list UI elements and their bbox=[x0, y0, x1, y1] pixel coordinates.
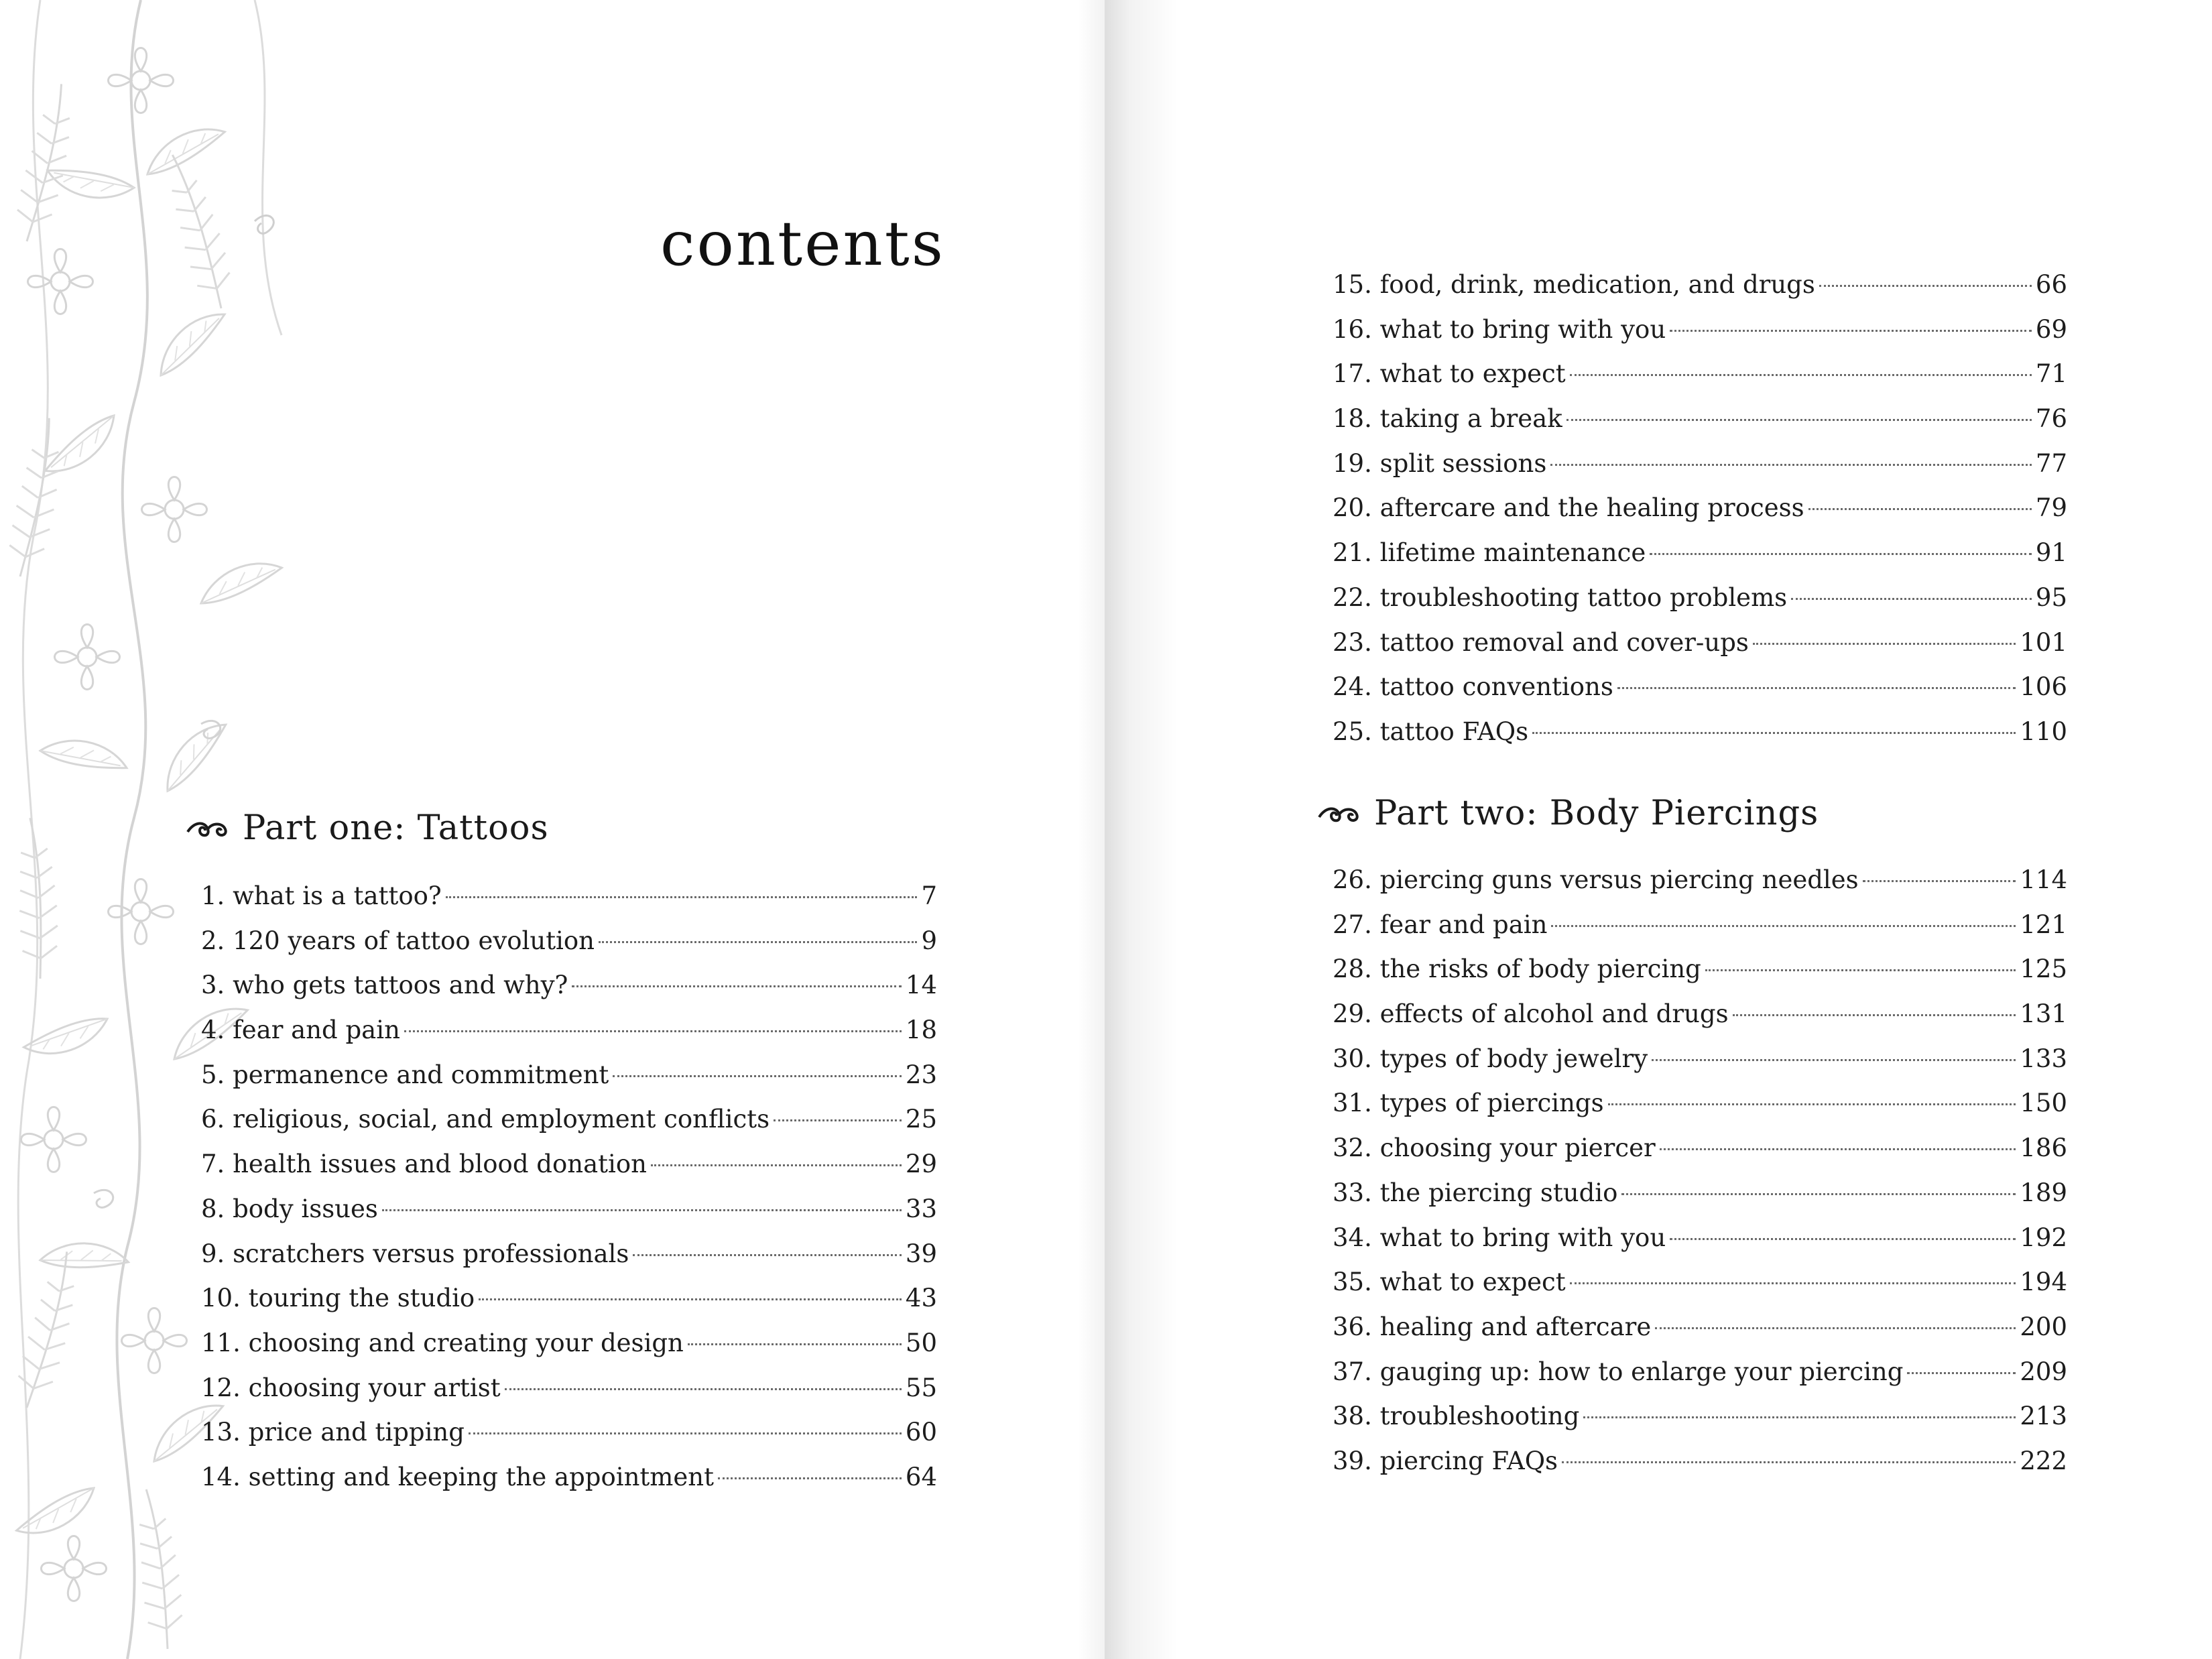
toc-entry-title: 1. what is a tattoo? bbox=[201, 881, 442, 910]
toc-entry[interactable] bbox=[1333, 621, 2067, 666]
toc-entry-page: 95 bbox=[2035, 582, 2067, 612]
toc-entry[interactable] bbox=[201, 1455, 937, 1500]
toc-entry[interactable] bbox=[1333, 308, 2067, 353]
gutter-shadow bbox=[1105, 0, 1178, 1659]
toc-entry-title: 22. troubleshooting tattoo problems bbox=[1333, 582, 1788, 612]
dot-leader bbox=[382, 1209, 902, 1211]
toc-entry[interactable] bbox=[1333, 1037, 2067, 1082]
dot-leader bbox=[1562, 1461, 2016, 1463]
toc-entry-page: 192 bbox=[2020, 1223, 2067, 1252]
toc-entry-page: 76 bbox=[2035, 404, 2067, 434]
toc-entry-page: 39 bbox=[905, 1239, 937, 1268]
dot-leader bbox=[688, 1343, 902, 1345]
toc-entry-page: 50 bbox=[905, 1328, 937, 1357]
toc-entry-page: 110 bbox=[2020, 717, 2067, 746]
toc-entry-page: 18 bbox=[905, 1016, 937, 1045]
toc-entry[interactable] bbox=[1333, 1394, 2067, 1439]
toc-entry[interactable] bbox=[1333, 576, 2067, 621]
dot-leader bbox=[1570, 374, 2032, 376]
dot-leader bbox=[718, 1477, 902, 1479]
toc-entry-page: 91 bbox=[2035, 538, 2067, 568]
toc-entry-title: 12. choosing your artist bbox=[201, 1373, 501, 1402]
toc-entry-page: 121 bbox=[2020, 910, 2067, 939]
toc-entry-title: 9. scratchers versus professionals bbox=[201, 1239, 629, 1268]
toc-entry-title: 34. what to bring with you bbox=[1333, 1223, 1666, 1252]
toc-entry[interactable] bbox=[201, 1008, 937, 1053]
toc-entry-title: 8. body issues bbox=[201, 1194, 378, 1223]
toc-entry-title: 3. who gets tattoos and why? bbox=[201, 971, 568, 1000]
toc-entry-page: 194 bbox=[2020, 1268, 2067, 1297]
dot-leader bbox=[1863, 880, 2016, 882]
toc-entry-title: 21. lifetime maintenance bbox=[1333, 538, 1646, 568]
toc-list-part-one-continued bbox=[1333, 263, 2067, 755]
toc-entry[interactable] bbox=[1333, 710, 2067, 755]
page-title: contents bbox=[660, 208, 945, 280]
toc-entry[interactable] bbox=[201, 1410, 937, 1455]
toc-entry[interactable] bbox=[1333, 352, 2067, 397]
dot-leader bbox=[1570, 1282, 2016, 1284]
toc-entry[interactable] bbox=[1333, 531, 2067, 576]
toc-entry-page: 7 bbox=[921, 881, 937, 910]
dot-leader bbox=[1566, 419, 2032, 421]
toc-entry-title: 27. fear and pain bbox=[1333, 910, 1548, 939]
toc-entry-title: 14. setting and keeping the appointment bbox=[201, 1462, 714, 1491]
dot-leader bbox=[774, 1119, 902, 1121]
part-one-heading bbox=[185, 808, 549, 848]
toc-entry[interactable] bbox=[1333, 486, 2067, 531]
toc-entry-page: 106 bbox=[2020, 672, 2067, 702]
dot-leader bbox=[404, 1030, 902, 1032]
toc-entry-page: 150 bbox=[2020, 1089, 2067, 1118]
dot-leader bbox=[572, 985, 902, 987]
toc-entry-title: 5. permanence and commitment bbox=[201, 1060, 609, 1089]
dot-leader bbox=[1819, 285, 2032, 287]
toc-entry[interactable] bbox=[201, 1321, 937, 1366]
gutter-shadow bbox=[1078, 0, 1105, 1659]
toc-entry-page: 213 bbox=[2020, 1402, 2067, 1431]
toc-entry[interactable] bbox=[1333, 858, 2067, 903]
toc-entry-page: 222 bbox=[2020, 1446, 2067, 1475]
dot-leader bbox=[1670, 330, 2032, 332]
toc-entry-page: 25 bbox=[905, 1105, 937, 1134]
toc-entry[interactable] bbox=[201, 1097, 937, 1142]
toc-entry-title: 31. types of piercings bbox=[1333, 1089, 1604, 1118]
dot-leader bbox=[1551, 925, 2016, 927]
toc-entry[interactable] bbox=[1333, 1439, 2067, 1484]
dot-leader bbox=[1550, 464, 2032, 466]
toc-entry-page: 114 bbox=[2020, 865, 2067, 894]
toc-entry-page: 29 bbox=[905, 1150, 937, 1179]
toc-entry-page: 33 bbox=[905, 1194, 937, 1223]
dot-leader bbox=[1907, 1372, 2016, 1374]
toc-entry[interactable] bbox=[1333, 947, 2067, 992]
dot-leader bbox=[1705, 969, 2016, 971]
toc-entry-title: 26. piercing guns versus piercing needles bbox=[1333, 865, 1859, 894]
toc-entry-title: 4. fear and pain bbox=[201, 1016, 400, 1045]
toc-entry-page: 55 bbox=[905, 1373, 937, 1402]
toc-entry-title: 15. food, drink, medication, and drugs bbox=[1333, 270, 1815, 299]
toc-entry-page: 14 bbox=[905, 971, 937, 1000]
dot-leader bbox=[1670, 1238, 2016, 1240]
dot-leader bbox=[633, 1254, 902, 1256]
toc-entry-page: 9 bbox=[921, 926, 937, 955]
toc-entry-title: 30. types of body jewelry bbox=[1333, 1044, 1648, 1073]
swirl-icon bbox=[185, 817, 232, 840]
toc-entry-title: 11. choosing and creating your design bbox=[201, 1328, 684, 1357]
toc-entry-page: 133 bbox=[2020, 1044, 2067, 1073]
toc-entry-title: 23. tattoo removal and cover-ups bbox=[1333, 627, 1749, 657]
toc-entry-title: 10. touring the studio bbox=[201, 1284, 475, 1313]
toc-entry-page: 23 bbox=[905, 1060, 937, 1089]
dot-leader bbox=[1808, 508, 2032, 510]
toc-entry[interactable] bbox=[201, 919, 937, 964]
toc-entry[interactable] bbox=[1333, 1350, 2067, 1395]
toc-entry-title: 35. what to expect bbox=[1333, 1268, 1566, 1297]
toc-entry-page: 186 bbox=[2020, 1133, 2067, 1163]
dot-leader bbox=[479, 1298, 902, 1300]
dot-leader bbox=[651, 1164, 902, 1166]
swirl-icon bbox=[1316, 802, 1363, 825]
dot-leader bbox=[1532, 732, 2016, 734]
toc-entry-page: 209 bbox=[2020, 1357, 2067, 1386]
toc-entry[interactable] bbox=[201, 874, 937, 919]
toc-entry[interactable] bbox=[201, 963, 937, 1008]
toc-entry-title: 39. piercing FAQs bbox=[1333, 1446, 1558, 1475]
toc-entry-page: 200 bbox=[2020, 1312, 2067, 1341]
toc-entry-page: 43 bbox=[905, 1284, 937, 1313]
toc-entry[interactable] bbox=[201, 1053, 937, 1098]
toc-entry-title: 28. the risks of body piercing bbox=[1333, 955, 1701, 984]
dot-leader bbox=[1753, 643, 2016, 645]
toc-entry[interactable] bbox=[1333, 1126, 2067, 1171]
toc-entry[interactable] bbox=[201, 1187, 937, 1232]
toc-entry-title: 33. the piercing studio bbox=[1333, 1178, 1618, 1207]
toc-entry[interactable] bbox=[1333, 442, 2067, 487]
dot-leader bbox=[1733, 1014, 2016, 1016]
toc-entry-page: 125 bbox=[2020, 955, 2067, 984]
dot-leader bbox=[1650, 553, 2032, 555]
dot-leader bbox=[505, 1388, 902, 1390]
dot-leader bbox=[446, 896, 918, 898]
toc-entry-title: 18. taking a break bbox=[1333, 404, 1562, 434]
toc-entry-page: 77 bbox=[2035, 448, 2067, 478]
toc-entry-title: 32. choosing your piercer bbox=[1333, 1133, 1656, 1163]
toc-entry[interactable] bbox=[1333, 1260, 2067, 1305]
toc-entry[interactable] bbox=[1333, 1305, 2067, 1350]
part-one-heading-text: Part one: Tattoos bbox=[243, 808, 549, 848]
part-two-heading-text: Part two: Body Piercings bbox=[1374, 794, 1819, 833]
toc-entry[interactable] bbox=[201, 1142, 937, 1187]
toc-entry[interactable] bbox=[201, 1366, 937, 1411]
toc-entry-page: 69 bbox=[2035, 314, 2067, 344]
toc-entry-title: 38. troubleshooting bbox=[1333, 1402, 1580, 1431]
toc-entry[interactable] bbox=[1333, 1216, 2067, 1261]
toc-entry-title: 25. tattoo FAQs bbox=[1333, 717, 1529, 746]
toc-entry-page: 66 bbox=[2035, 270, 2067, 299]
dot-leader bbox=[1621, 1193, 2016, 1195]
toc-entry-title: 19. split sessions bbox=[1333, 448, 1547, 478]
toc-entry[interactable] bbox=[1333, 1081, 2067, 1126]
toc-entry[interactable] bbox=[201, 1276, 937, 1321]
dot-leader bbox=[1608, 1103, 2016, 1105]
toc-entry-title: 24. tattoo conventions bbox=[1333, 672, 1613, 702]
toc-entry-page: 101 bbox=[2020, 627, 2067, 657]
toc-entry[interactable] bbox=[1333, 263, 2067, 308]
dot-leader bbox=[1617, 687, 2016, 689]
dot-leader bbox=[469, 1432, 902, 1434]
toc-entry[interactable] bbox=[1333, 665, 2067, 710]
toc-entry-title: 29. effects of alcohol and drugs bbox=[1333, 999, 1729, 1029]
toc-entry-page: 189 bbox=[2020, 1178, 2067, 1207]
toc-entry-title: 36. healing and aftercare bbox=[1333, 1312, 1652, 1341]
toc-entry-title: 37. gauging up: how to enlarge your piercing bbox=[1333, 1357, 1904, 1386]
toc-entry[interactable] bbox=[1333, 1171, 2067, 1216]
toc-list-part-one bbox=[201, 874, 937, 1500]
dot-leader bbox=[1655, 1327, 2016, 1329]
toc-entry-title: 20. aftercare and the healing process bbox=[1333, 493, 1804, 523]
toc-entry-page: 131 bbox=[2020, 999, 2067, 1029]
dot-leader bbox=[1652, 1059, 2016, 1061]
toc-entry[interactable] bbox=[201, 1232, 937, 1277]
dot-leader bbox=[1660, 1148, 2016, 1150]
toc-entry[interactable] bbox=[1333, 903, 2067, 948]
toc-entry-title: 13. price and tipping bbox=[201, 1418, 465, 1447]
toc-entry-title: 7. health issues and blood donation bbox=[201, 1150, 647, 1179]
toc-entry-title: 2. 120 years of tattoo evolution bbox=[201, 926, 595, 955]
dot-leader bbox=[613, 1075, 902, 1077]
toc-list-part-two bbox=[1333, 858, 2067, 1484]
toc-entry-title: 6. religious, social, and employment conflicts bbox=[201, 1105, 770, 1134]
dot-leader bbox=[1583, 1416, 2016, 1418]
toc-entry-title: 16. what to bring with you bbox=[1333, 314, 1666, 344]
toc-entry-page: 64 bbox=[905, 1462, 937, 1491]
toc-entry-title: 17. what to expect bbox=[1333, 359, 1566, 389]
dot-leader bbox=[599, 941, 917, 943]
toc-entry[interactable] bbox=[1333, 992, 2067, 1037]
toc-entry[interactable] bbox=[1333, 397, 2067, 442]
toc-entry-page: 79 bbox=[2035, 493, 2067, 523]
dot-leader bbox=[1791, 598, 2032, 600]
left-page bbox=[0, 0, 1105, 1659]
toc-entry-page: 71 bbox=[2035, 359, 2067, 389]
part-two-heading bbox=[1316, 796, 1819, 831]
toc-entry-page: 60 bbox=[905, 1418, 937, 1447]
